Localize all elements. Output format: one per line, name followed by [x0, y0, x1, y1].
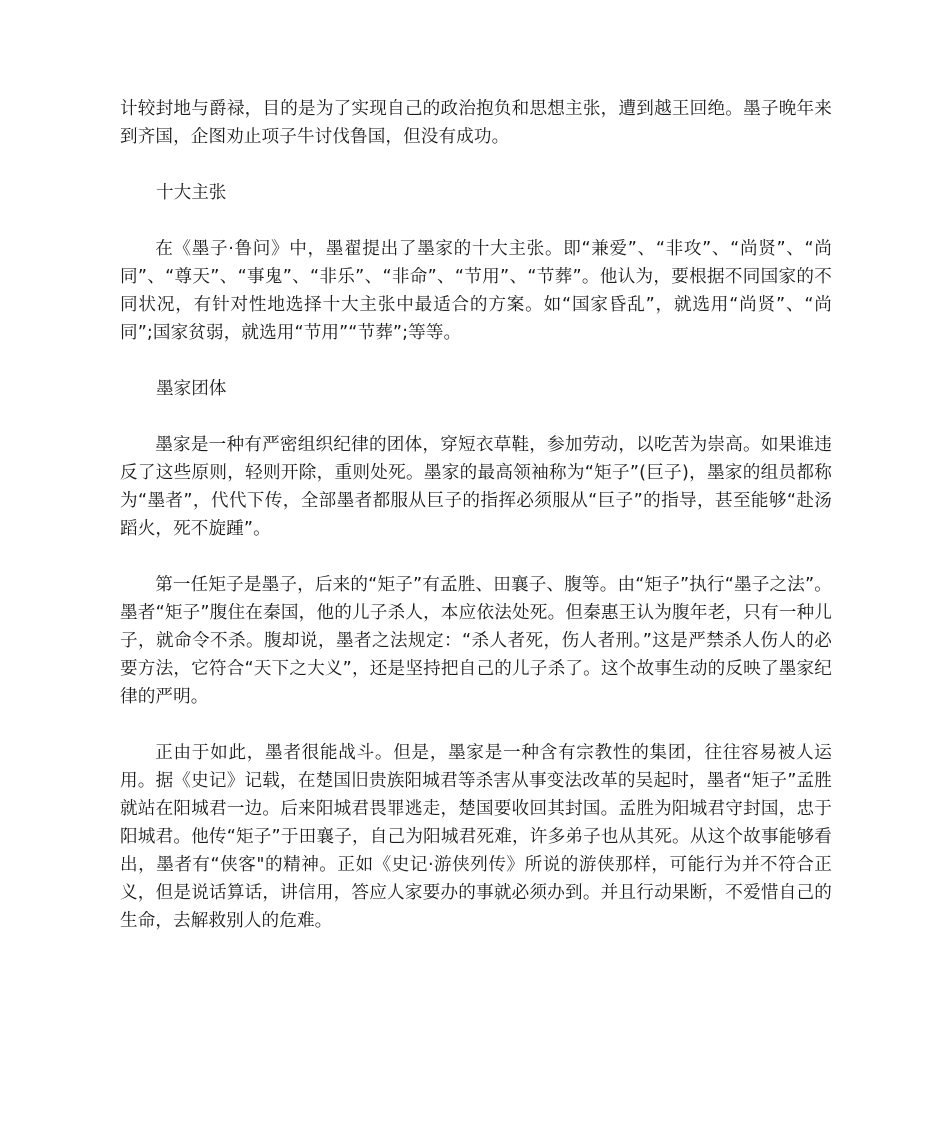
section-heading-mohist-group: 墨家团体	[156, 379, 227, 399]
paragraph-combat-spirit: 正由于如此，墨者很能战斗。但是，墨家是一种含有宗教性的集团，往往容易被人运用。据《史记》记载，在楚国旧贵族阳城君等杀害从事变法改革的吴起时，墨者“矩子”孟胜就站在阳城君一边。后来阳城君畏罪逃走，楚国要收回其封国。孟胜为阳城君守封国，忠于阳城君。他传“矩子”于田襄子，自己为阳城君死难，许多弟子也从其死。从这个故事能够看出，墨者有“侠客"的精神。正如《史记·游侠列传》所说的游侠那样，可能行为并不符合正义，但是说话算话，讲信用，答应人家要办的事就必须办到。并且行动果断，不爱惜自己的生命，去解救别人的危难。	[120, 743, 832, 931]
paragraph-mohist-group: 墨家是一种有严密组织纪律的团体，穿短衣草鞋，参加劳动，以吃苦为崇高。如果谁违反了这些原则，轻则开除，重则处死。墨家的最高领袖称为“矩子”(巨子)，墨家的组员都称为“墨者”，代代下传，全部墨者都服从巨子的指挥必须服从“巨子”的指导，甚至能够“赴汤蹈火，死不旋踵”。	[120, 435, 832, 539]
paragraph-first-juzi: 第一任矩子是墨子，后来的“矩子”有孟胜、田襄子、腹等。由“矩子”执行“墨子之法”。墨者“矩子”腹住在秦国，他的儿子杀人，本应依法处死。但秦惠王认为腹年老，只有一种儿子，就命令不杀。腹却说，墨者之法规定：“杀人者死，伤人者刑。”这是严禁杀人伤人的必要方法，它符合“天下之大义”，还是坚持把自己的儿子杀了。这个故事生动的反映了墨家纪律的严明。	[120, 575, 832, 707]
section-heading-ten-tenets: 十大主张	[156, 183, 227, 203]
document-page	[120, 95, 832, 963]
paragraph-ten-tenets: 在《墨子·鲁问》中，墨翟提出了墨家的十大主张。即“兼爱”、“非攻”、“尚贤”、“尚同”、“尊天”、“事鬼”、“非乐”、“非命”、“节用”、“节葬”。他认为，要根据不同国家的不同状况，有针对性地选择十大主张中最适合的方案。如“国家昏乱”，就选用“尚贤”、“尚同”;国家贫弱，就选用“节用”“节葬”;等等。	[120, 239, 832, 343]
paragraph-continuation: 计较封地与爵禄，目的是为了实现自己的政治抱负和思想主张，遭到越王回绝。墨子晚年来到齐国，企图劝止项子牛讨伐鲁国，但没有成功。	[120, 99, 832, 147]
